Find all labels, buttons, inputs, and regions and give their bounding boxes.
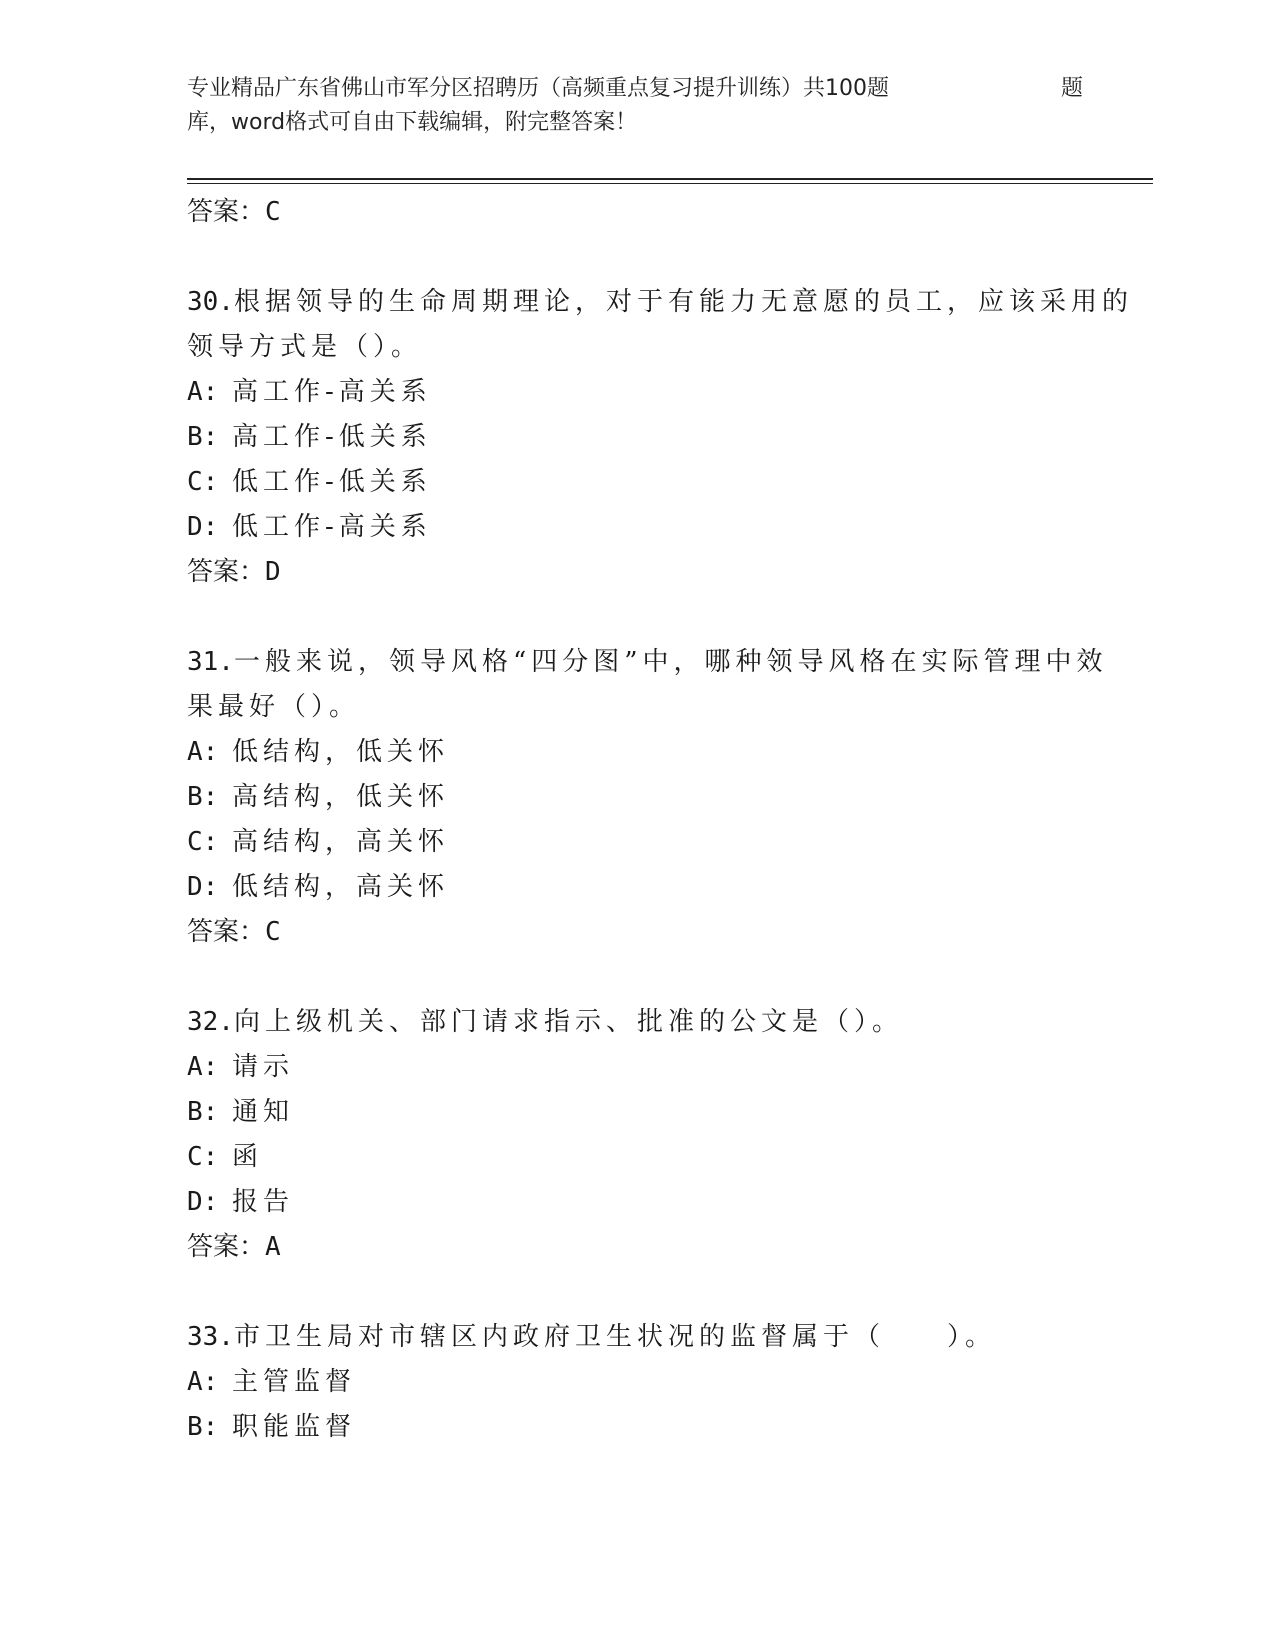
header-line-1: [187, 72, 1087, 106]
option-label: B:: [187, 782, 219, 812]
header-title-tail: 题: [1061, 76, 1084, 101]
question-33: [187, 1315, 1087, 1450]
spacer: [187, 595, 1087, 640]
option-text: 职能监督: [232, 1412, 357, 1442]
header-divider-thick: [187, 178, 1153, 180]
option-text: 高结构，高关怀: [232, 827, 450, 857]
option-label: A:: [187, 737, 219, 767]
option-b: [187, 1090, 1087, 1135]
question-32: [187, 1000, 1087, 1270]
question-text-line: [187, 1315, 1087, 1360]
option-label: B:: [187, 422, 219, 452]
option-label: A:: [187, 1367, 219, 1397]
question-number: 32.: [187, 1007, 234, 1037]
option-b: [187, 415, 1087, 460]
option-d: [187, 1180, 1087, 1225]
answer-value: A: [265, 1232, 281, 1262]
question-text-line: [187, 280, 1133, 325]
question-text: 一般来说，领导风格“四分图”中，哪种领导风格在实际管理中效: [233, 647, 1108, 677]
question-text: 果最好（）。: [187, 692, 361, 722]
option-text: 低工作-高关系: [232, 512, 432, 542]
option-a: [187, 730, 1087, 775]
header-subtitle-text: 库，word格式可自由下载编辑，附完整答案！: [187, 110, 638, 135]
question-text: 根据领导的生命周期理论，对于有能力无意愿的员工，应该采用的: [233, 287, 1133, 317]
option-text: 低结构，高关怀: [232, 872, 450, 902]
page-header: [187, 72, 1087, 140]
option-text: 通知: [232, 1097, 295, 1127]
answer-line: [187, 190, 1087, 235]
option-text: 高工作-低关系: [232, 422, 432, 452]
header-line-2: [187, 106, 1087, 140]
option-label: A:: [187, 1052, 219, 1082]
question-30: [187, 280, 1133, 595]
question-text: 向上级机关、部门请求指示、批准的公文是（）。: [233, 1007, 903, 1037]
option-label: D:: [187, 872, 219, 902]
option-c: [187, 820, 1087, 865]
question-text-line: [187, 1000, 1087, 1045]
question-text: 领导方式是（）。: [187, 332, 423, 362]
option-label: A:: [187, 377, 219, 407]
question-text-line: [187, 685, 1087, 730]
question-text: 市卫生局对市辖区内政府卫生状况的监督属于（ ）。: [233, 1322, 996, 1352]
option-a: [187, 1360, 1087, 1405]
option-label: C:: [187, 1142, 219, 1172]
option-a: [187, 370, 1087, 415]
option-d: [187, 505, 1087, 550]
option-d: [187, 865, 1087, 910]
answer-value: C: [265, 917, 281, 947]
answer-line: [187, 910, 1087, 955]
option-label: B:: [187, 1412, 219, 1442]
header-divider-thin: [187, 183, 1153, 184]
spacer: [187, 235, 1087, 280]
option-label: C:: [187, 827, 219, 857]
option-b: [187, 775, 1087, 820]
option-text: 报告: [232, 1187, 295, 1217]
option-text: 高结构，低关怀: [232, 782, 450, 812]
question-number: 30.: [187, 287, 234, 317]
answer-label: 答案：: [187, 917, 266, 947]
option-c: [187, 1135, 1087, 1180]
answer-label: 答案：: [187, 557, 266, 587]
answer-label: 答案：: [187, 197, 266, 227]
option-b: [187, 1405, 1087, 1450]
option-text: 请示: [232, 1052, 295, 1082]
option-label: D:: [187, 1187, 219, 1217]
spacer: [187, 955, 1087, 1000]
option-a: [187, 1045, 1087, 1090]
option-label: C:: [187, 467, 219, 497]
question-list: [187, 190, 1133, 1450]
question-number: 31.: [187, 647, 234, 677]
option-text: 低结构，低关怀: [232, 737, 450, 767]
option-label: B:: [187, 1097, 219, 1127]
option-text: 函: [232, 1142, 264, 1172]
option-text: 低工作-低关系: [232, 467, 432, 497]
option-label: D:: [187, 512, 219, 542]
question-31: [187, 640, 1108, 955]
option-text: 主管监督: [232, 1367, 357, 1397]
answer-value: D: [265, 557, 281, 587]
answer-value: C: [265, 197, 281, 227]
question-text-line: [187, 640, 1108, 685]
answer-line: [187, 550, 1087, 595]
option-c: [187, 460, 1087, 505]
answer-label: 答案：: [187, 1232, 266, 1262]
answer-line: [187, 1225, 1087, 1270]
spacer: [187, 1270, 1087, 1315]
question-text-line: [187, 325, 1087, 370]
header-title-text: 专业精品广东省佛山市军分区招聘历（高频重点复习提升训练）共100题: [187, 76, 889, 101]
option-text: 高工作-高关系: [232, 377, 432, 407]
question-number: 33.: [187, 1322, 234, 1352]
